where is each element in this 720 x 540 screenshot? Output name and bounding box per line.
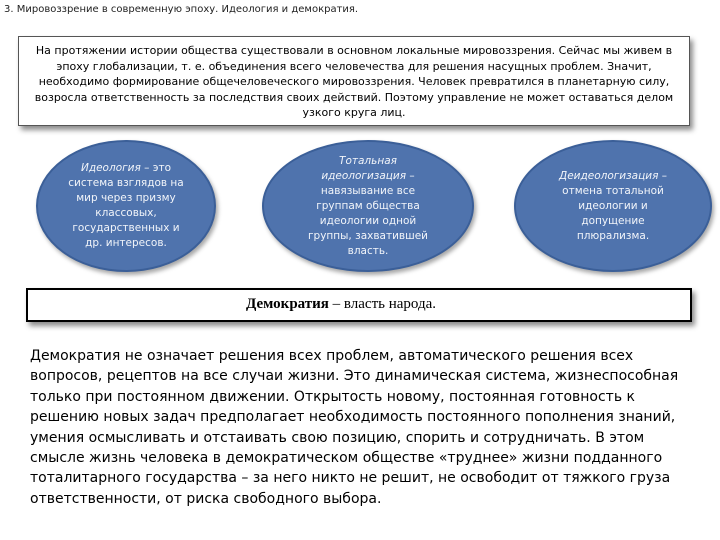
body-paragraph: Демократия не означает решения всех проблем, автоматического решения всех вопросов, рецептов на все случаи жизни. Это динамическая система, жизнеспособная только при постоянном движении. Открытость новому, постоянная готовность к решению новых задач предполагает необходимость постоянного пополнения знаний, умения осмысливать и отстаивать свою позицию, спорить и сотрудничать. В этом смысле жизнь человека в демократическом обществе «труднее» жизни подданного тоталитарного государства – за него никто не решит, не освободит от тяжкого груза ответственности, от риска свободного выбора.	[30, 348, 679, 507]
democracy-definition-box	[26, 288, 692, 322]
concept-term: Тотальная идеологизация	[321, 154, 407, 182]
democracy-definition: – власть народа.	[328, 296, 437, 312]
slide-heading: 3. Мировоззрение в современную эпоху. Идеология и демократия.	[4, 4, 359, 15]
intro-text: На протяжении истории общества существовали в основном локальные мировоззрения. Сейчас мы живем в эпоху глобализации, т. е. объединения всего человечества для решения насущных проблем. Значит, необходимо формирование общечеловеческого мировоззрения. Человек превратился в планетарную силу, возросла ответственность за последствия своих действий. Поэтому управление не может оставаться делом узкого круга лиц.	[34, 44, 674, 119]
democracy-term: Демократия	[246, 296, 329, 312]
concept-ideology	[36, 140, 216, 272]
concept-definition: – навязывание все группам общества идеологии одной группы, захватившей власть.	[308, 169, 428, 257]
concept-deideologization	[514, 140, 712, 272]
concept-definition: – это система взглядов на мир через призму классовых, государственных и др. интересов.	[68, 162, 184, 249]
concept-term: Идеология	[80, 162, 141, 174]
intro-box	[18, 36, 690, 126]
concept-term: Деидеологизация	[558, 169, 659, 182]
concept-total-ideologization	[262, 140, 474, 272]
concept-definition: – отмена тотальной идеологии и допущение плюрализма.	[562, 169, 667, 242]
